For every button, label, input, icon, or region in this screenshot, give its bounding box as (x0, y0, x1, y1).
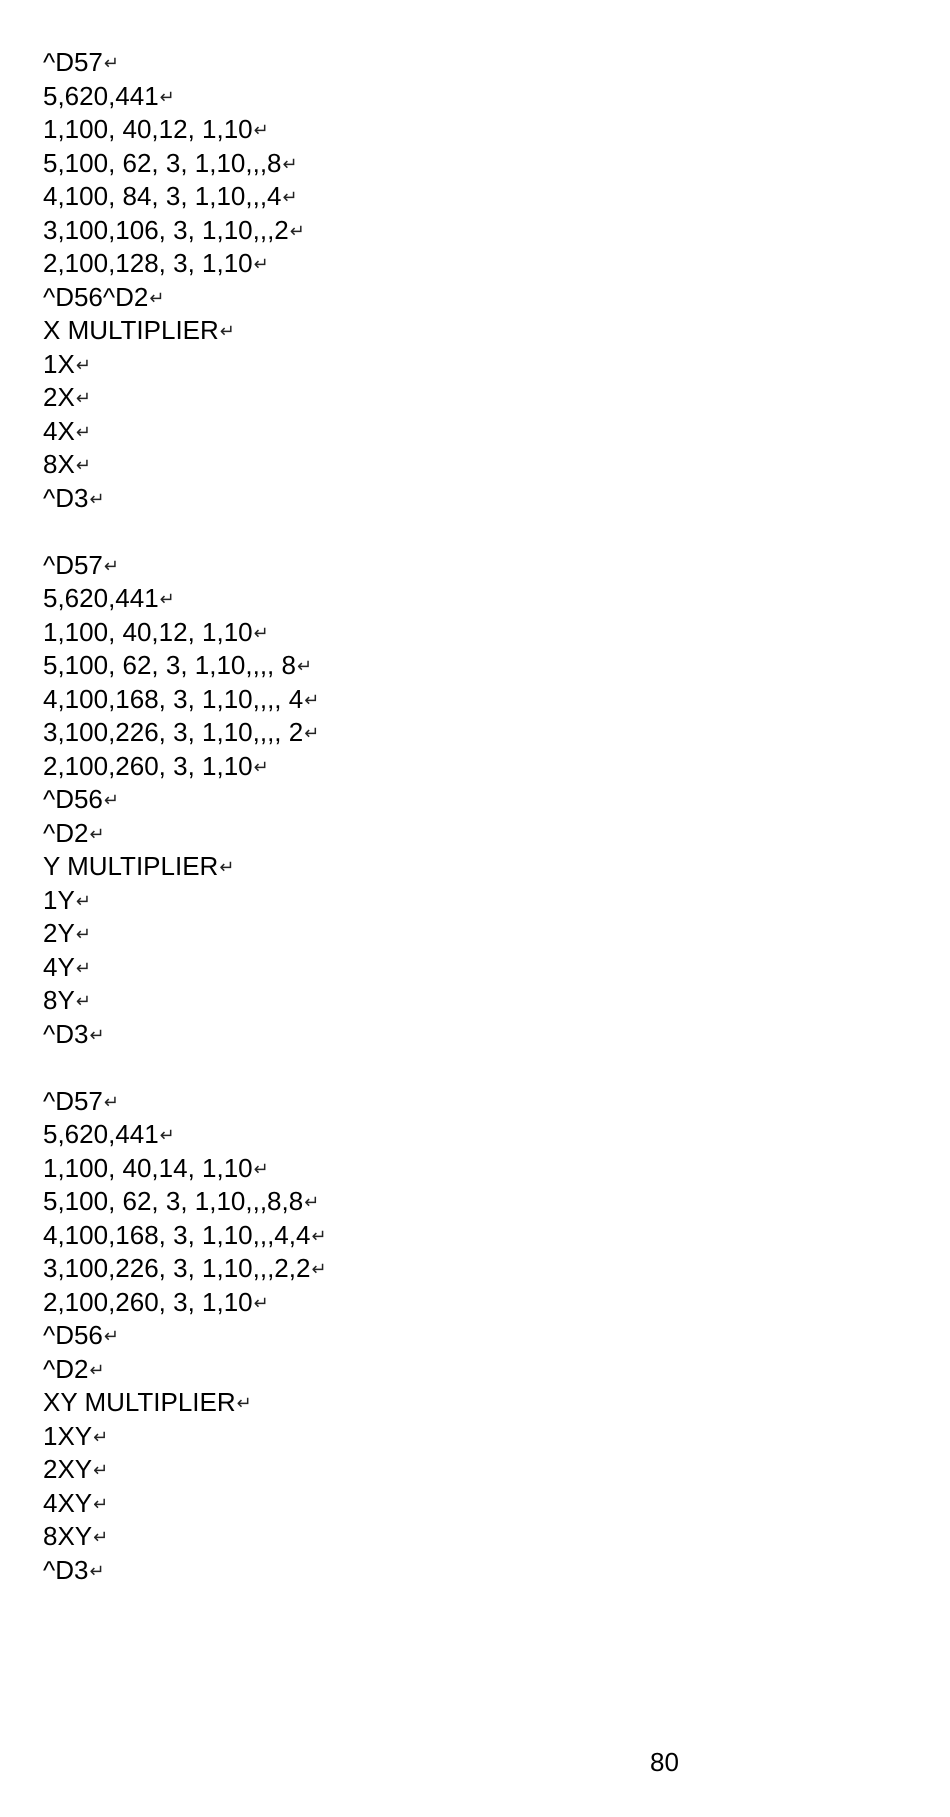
listing-line-text: Y MULTIPLIER (43, 851, 219, 881)
paragraph-return-icon: ↵ (311, 1225, 327, 1246)
listing-line-text: 3,100,106, 3, 1,10,,,2 (43, 214, 289, 245)
paragraph-return-icon: ↵ (75, 455, 91, 475)
listing-line (43, 984, 903, 1018)
listing-line (43, 1453, 903, 1487)
paragraph-return-icon: ↵ (253, 120, 269, 140)
paragraph-return-icon: ↵ (89, 1560, 105, 1581)
listing-line-text: 4Y (43, 951, 75, 982)
page-number: 80 (650, 1747, 679, 1777)
paragraph-return-icon: ↵ (304, 1192, 320, 1212)
paragraph-return-icon: ↵ (296, 656, 313, 676)
listing-line (43, 281, 903, 315)
paragraph-return-icon: ↵ (93, 1493, 109, 1514)
listing-line-text: 1X (43, 348, 75, 379)
listing-line (43, 1252, 903, 1286)
paragraph-return-icon: ↵ (159, 86, 175, 107)
paragraph-return-icon: ↵ (75, 957, 91, 978)
paragraph-return-icon: ↵ (159, 1125, 175, 1145)
listing-line (43, 247, 903, 281)
listing-line (43, 448, 903, 482)
listing-line-text: ^D56 (43, 1320, 103, 1350)
listing-line-text: 2Y (43, 918, 75, 948)
listing-line (43, 951, 903, 985)
paragraph-return-icon: ↵ (304, 689, 320, 710)
listing-line-text: ^D3 (43, 482, 89, 513)
listing-line (43, 482, 903, 516)
paragraph-return-icon: ↵ (89, 1024, 105, 1045)
listing-line (43, 917, 903, 951)
listing-line (43, 1319, 903, 1353)
listing-line (43, 1554, 903, 1588)
paragraph-return-icon: ↵ (304, 723, 320, 743)
listing-line (43, 214, 903, 248)
listing-line-text: ^D3 (43, 1554, 89, 1585)
listing-line-text: 1,100, 40,14, 1,10 (43, 1152, 253, 1183)
paragraph-return-icon: ↵ (93, 1527, 109, 1547)
paragraph-return-icon: ↵ (103, 53, 119, 73)
listing-line-text: X MULTIPLIER (43, 315, 219, 345)
listing-line-text: ^D2 (43, 817, 89, 848)
listing-line-text: ^D57 (43, 549, 103, 580)
listing-block (43, 46, 903, 515)
listing-line-text: 3,100,226, 3, 1,10,,,2,2 (43, 1253, 311, 1283)
paragraph-return-icon: ↵ (149, 287, 165, 308)
listing-line-text: 2X (43, 382, 75, 412)
listing-line (43, 1085, 903, 1119)
listing-line (43, 381, 903, 415)
listing-line-text: 5,100, 62, 3, 1,10,,,8 (43, 147, 282, 178)
listing-line (43, 750, 903, 784)
listing-line (43, 147, 903, 181)
listing-line-text: 2,100,128, 3, 1,10 (43, 248, 253, 278)
paragraph-return-icon: ↵ (253, 254, 269, 274)
listing-line (43, 1353, 903, 1387)
paragraph-return-icon: ↵ (253, 756, 269, 777)
paragraph-return-icon: ↵ (236, 1393, 252, 1413)
paragraph-return-icon: ↵ (219, 857, 235, 877)
listing-line (43, 80, 903, 114)
listing-line (43, 1286, 903, 1320)
listing-line-text: 4,100, 84, 3, 1,10,,,4 (43, 181, 282, 211)
listing-line (43, 549, 903, 583)
listing-line (43, 716, 903, 750)
listing-line (43, 649, 903, 683)
listing-line (43, 1420, 903, 1454)
listing-line-text: 4X (43, 415, 75, 446)
listing-line (43, 582, 903, 616)
listing-line-text: 2,100,260, 3, 1,10 (43, 750, 253, 781)
paragraph-return-icon: ↵ (253, 1292, 269, 1313)
paragraph-return-icon: ↵ (219, 321, 235, 341)
listing-line-text: 8XY (43, 1521, 93, 1551)
listing-line-text: 5,100, 62, 3, 1,10,,,, 8 (43, 650, 296, 680)
listing-block (43, 1085, 903, 1588)
listing-line-text: 5,620,441 (43, 80, 159, 111)
paragraph-return-icon: ↵ (159, 589, 175, 609)
listing-line-text: 4,100,168, 3, 1,10,,,, 4 (43, 683, 304, 714)
listing-line (43, 850, 903, 884)
paragraph-return-icon: ↵ (253, 622, 269, 643)
paragraph-return-icon: ↵ (253, 1158, 269, 1179)
listing-line-text: 3,100,226, 3, 1,10,,,, 2 (43, 717, 304, 747)
paragraph-return-icon: ↵ (89, 823, 105, 844)
paragraph-return-icon: ↵ (282, 187, 298, 207)
paragraph-return-icon: ↵ (282, 153, 298, 174)
listing-line (43, 783, 903, 817)
listing-line-text: 2,100,260, 3, 1,10 (43, 1286, 253, 1317)
paragraph-return-icon: ↵ (75, 354, 91, 375)
paragraph-return-icon: ↵ (75, 388, 91, 408)
listing-line (43, 817, 903, 851)
listing-line-text: 1,100, 40,12, 1,10 (43, 114, 253, 144)
listing-line-text: 1XY (43, 1420, 93, 1451)
listing-line-text: 5,620,441 (43, 583, 159, 613)
listing-line-text: 1,100, 40,12, 1,10 (43, 616, 253, 647)
listing-line (43, 884, 903, 918)
listing-line (43, 1219, 903, 1253)
listing-line-text: 5,100, 62, 3, 1,10,,,8,8 (43, 1186, 304, 1216)
listing-line-text: 8Y (43, 985, 75, 1015)
listing-line (43, 616, 903, 650)
listing-line (43, 1487, 903, 1521)
listing-line (43, 683, 903, 717)
listing-line (43, 1152, 903, 1186)
paragraph-return-icon: ↵ (89, 1359, 105, 1380)
listing-line-text: 1Y (43, 884, 75, 915)
listing-line (43, 113, 903, 147)
paragraph-return-icon: ↵ (93, 1460, 109, 1480)
paragraph-return-icon: ↵ (75, 421, 91, 442)
listing-line-text: 4,100,168, 3, 1,10,,,4,4 (43, 1219, 311, 1250)
paragraph-return-icon: ↵ (289, 220, 305, 241)
paragraph-return-icon: ↵ (75, 890, 91, 911)
paragraph-return-icon: ↵ (75, 924, 91, 944)
listing-line-text: XY MULTIPLIER (43, 1387, 236, 1417)
listing-line-text: 4XY (43, 1487, 93, 1518)
paragraph-return-icon: ↵ (103, 790, 119, 810)
listing-line (43, 46, 903, 80)
paragraph-return-icon: ↵ (103, 1091, 119, 1112)
paragraph-return-icon: ↵ (75, 991, 91, 1011)
listing-line-text: ^D57 (43, 1085, 103, 1116)
code-listing (43, 46, 903, 1587)
listing-line-text: ^D56^D2 (43, 281, 149, 312)
paragraph-return-icon: ↵ (103, 555, 119, 576)
listing-line (43, 180, 903, 214)
listing-line (43, 1520, 903, 1554)
listing-block (43, 549, 903, 1052)
paragraph-return-icon: ↵ (89, 488, 105, 509)
listing-line (43, 415, 903, 449)
paragraph-return-icon: ↵ (311, 1259, 327, 1279)
listing-line-text: ^D2 (43, 1353, 89, 1384)
listing-line-text: ^D3 (43, 1018, 89, 1049)
paragraph-return-icon: ↵ (93, 1426, 109, 1447)
listing-line-text: 2XY (43, 1454, 93, 1484)
listing-line (43, 1386, 903, 1420)
listing-line (43, 1118, 903, 1152)
listing-line-text: 5,620,441 (43, 1119, 159, 1149)
listing-line (43, 1018, 903, 1052)
listing-line-text: 8X (43, 449, 75, 479)
listing-line (43, 1185, 903, 1219)
listing-line (43, 314, 903, 348)
listing-line-text: ^D56 (43, 784, 103, 814)
listing-line-text: ^D57 (43, 47, 103, 77)
listing-line (43, 348, 903, 382)
paragraph-return-icon: ↵ (103, 1326, 119, 1346)
